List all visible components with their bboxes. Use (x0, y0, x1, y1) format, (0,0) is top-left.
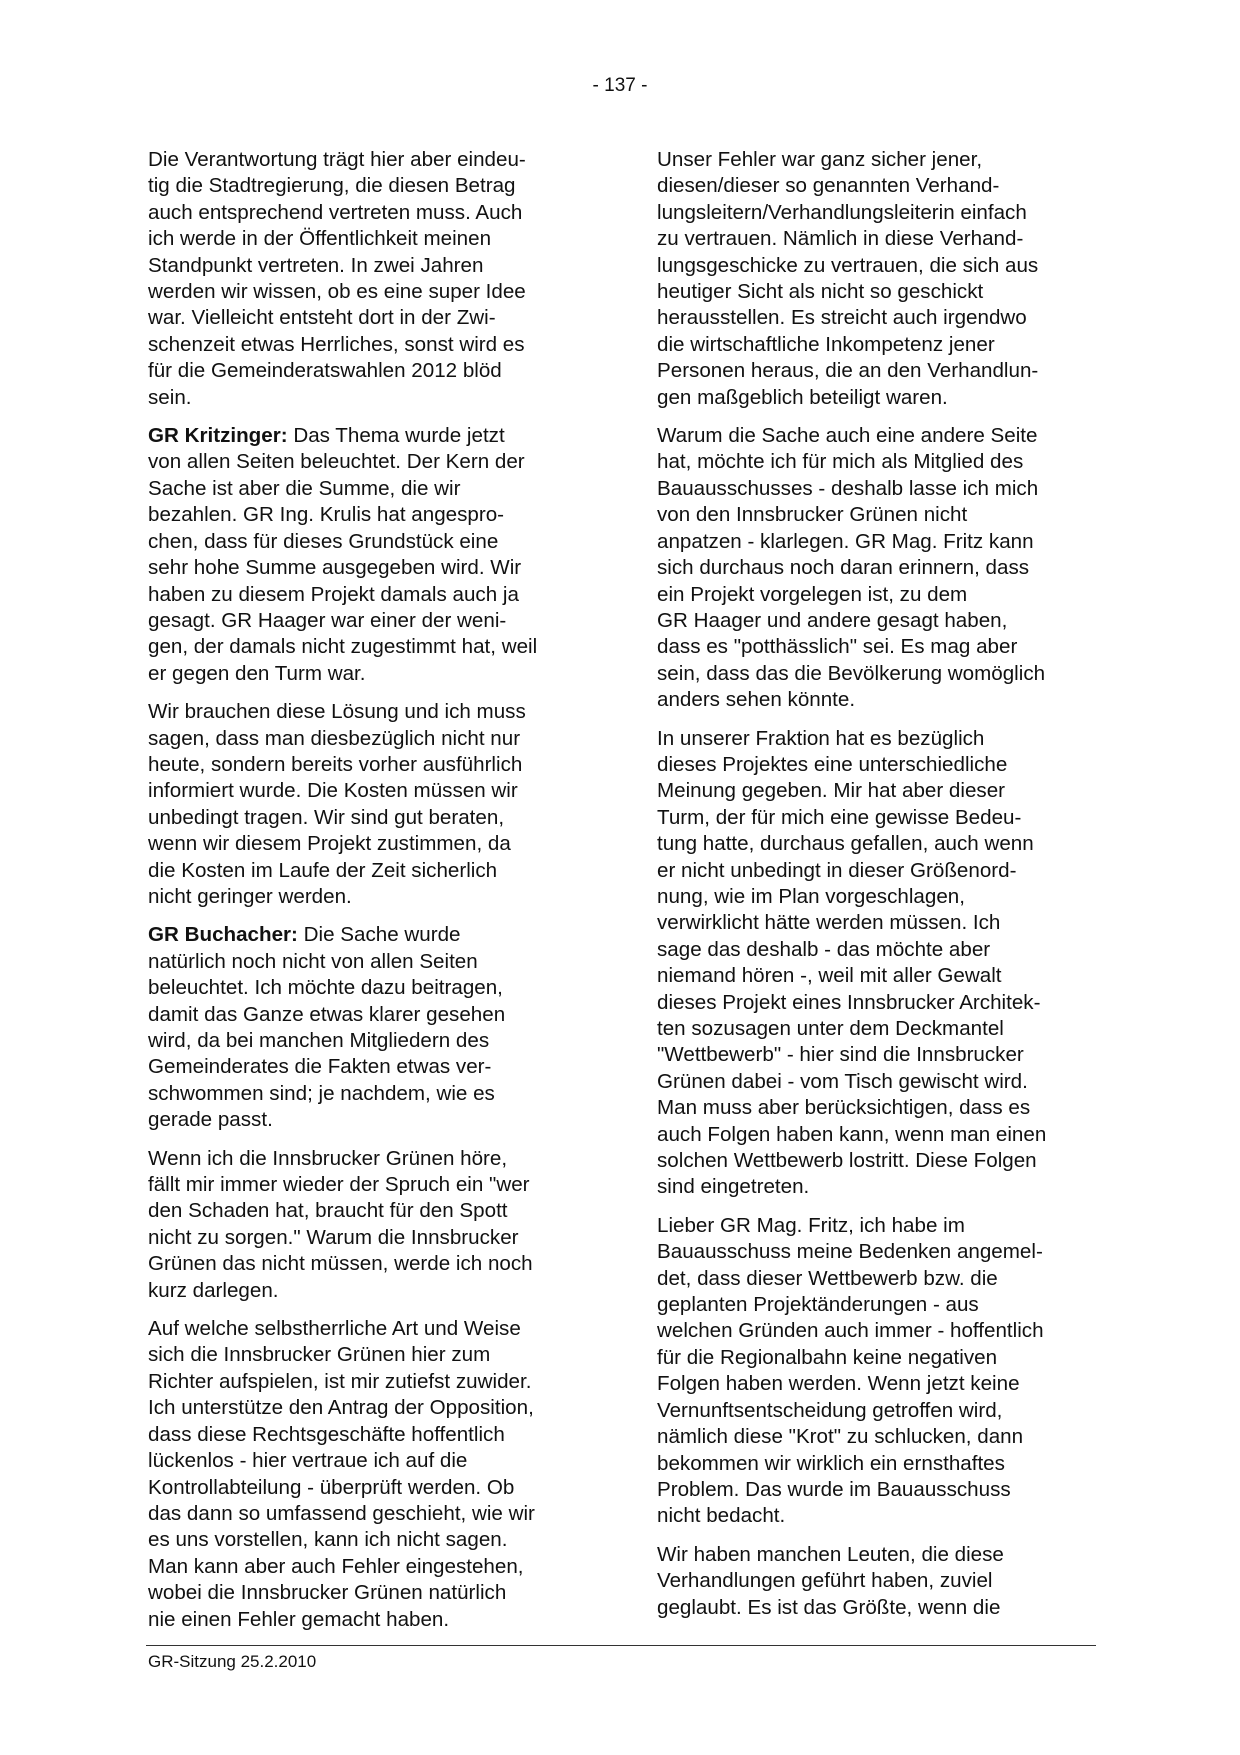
line-text: Die Verantwortung trägt hier aber eindeu- (148, 148, 526, 171)
line-text: GR Haager und andere gesagt haben, (657, 608, 1008, 632)
line-text: "Wettbewerb" - hier sind die Innsbrucker (657, 1043, 1024, 1067)
text-line (657, 1503, 1102, 1529)
text-line (148, 358, 593, 384)
text-line (657, 1239, 1102, 1265)
line-text: dieses Projekt eines Innsbrucker Architek- (657, 990, 1041, 1014)
text-line (657, 726, 1102, 752)
text-line (148, 831, 593, 857)
text-line (148, 449, 593, 475)
text-line (657, 1451, 1102, 1477)
text-line (148, 805, 593, 831)
line-text: sage das deshalb - das möchte aber (657, 937, 991, 961)
text-line (657, 1292, 1102, 1318)
line-text: hat, möchte ich für mich als Mitglied des (657, 450, 1024, 474)
left-column (148, 147, 593, 1645)
text-line (148, 173, 593, 199)
text-line (657, 449, 1102, 475)
line-text: zu vertrauen. Nämlich in diese Verhand- (657, 227, 1024, 251)
line-text: Wenn ich die Innsbrucker Grünen höre, (148, 1146, 508, 1170)
text-line (657, 937, 1102, 963)
line-text: Vernunftsentscheidung getroffen wird, (657, 1398, 1003, 1422)
line-text: gen maßgeblich beteiligt waren. (657, 385, 948, 409)
paragraph (148, 147, 593, 411)
footer-session-date: GR-Sitzung 25.2.2010 (148, 1652, 317, 1671)
text-line (657, 752, 1102, 778)
line-text: dass es "potthässlich" sei. Es mag aber (657, 635, 1018, 659)
line-text: gerade passt. (148, 1108, 273, 1132)
line-text: tung hatte, durchaus gefallen, auch wenn (657, 832, 1034, 856)
text-line (148, 1081, 593, 1107)
line-text: Man muss aber berücksichtigen, dass es (657, 1096, 1031, 1120)
line-text: gesagt. GR Haager war einer der weni- (148, 608, 507, 632)
line-text: Verhandlungen geführt haben, zuviel (657, 1569, 993, 1593)
text-line (657, 634, 1102, 660)
text-line (148, 1198, 593, 1224)
line-text: sagen, dass man diesbezüglich nicht nur (148, 726, 521, 750)
text-line (657, 385, 1102, 411)
line-text: Wir brauchen diese Lösung und ich muss (148, 700, 526, 724)
text-line (148, 1251, 593, 1277)
text-line (148, 555, 593, 581)
paragraph (657, 726, 1102, 1201)
text-line (657, 884, 1102, 910)
line-text: Warum die Sache auch eine andere Seite (657, 424, 1038, 448)
line-text: Personen heraus, die an den Verhandlun- (657, 359, 1039, 383)
line-text: informiert wurde. Die Kosten müssen wir (148, 779, 518, 803)
line-text: auch entsprechend vertreten muss. Auch (148, 200, 523, 224)
text-line (657, 476, 1102, 502)
line-text: nicht geringer werden. (148, 884, 352, 908)
text-line (148, 884, 593, 910)
text-line (657, 1318, 1102, 1344)
line-text: auch Folgen haben kann, wenn man einen (657, 1122, 1047, 1146)
line-text: bekommen wir wirklich ein ernsthaftes (657, 1451, 1005, 1475)
line-text: Bauausschuss meine Bedenken angemel- (657, 1240, 1043, 1264)
line-text: sein, dass das die Bevölkerung womöglich (657, 661, 1046, 685)
text-line (148, 1369, 593, 1395)
text-line (148, 1002, 593, 1028)
line-text: wird, da bei manchen Mitgliedern des (148, 1029, 490, 1052)
line-text: natürlich noch nicht von allen Seiten (148, 949, 478, 973)
line-text: nicht zu sorgen." Warum die Innsbrucker (148, 1225, 519, 1249)
paragraph (657, 1542, 1102, 1621)
text-line (148, 858, 593, 884)
line-text: welchen Gründen auch immer - hoffentlich (657, 1319, 1044, 1343)
text-line (657, 778, 1102, 804)
text-line (148, 1554, 593, 1580)
line-text: ich werde in der Öffentlichkeit meinen (148, 227, 492, 251)
text-line (657, 555, 1102, 581)
line-text: von den Innsbrucker Grünen nicht (657, 503, 968, 527)
line-text: Grünen das nicht müssen, werde ich noch (148, 1252, 533, 1276)
line-text: Ich unterstütze den Antrag der Opposition, (148, 1396, 534, 1420)
line-text: In unserer Fraktion hat es bezüglich (657, 726, 985, 750)
text-line (657, 1148, 1102, 1174)
line-text: sind eingetreten. (657, 1175, 810, 1199)
line-text: gen, der damals nicht zugestimmt hat, weil (148, 635, 538, 659)
text-line (148, 975, 593, 1001)
paragraph (148, 1146, 593, 1304)
line-text: sich durchaus noch daran erinnern, dass (657, 556, 1030, 580)
text-line (657, 1542, 1102, 1568)
text-line (148, 949, 593, 975)
line-text: tig die Stadtregierung, die diesen Betrag (148, 174, 516, 198)
text-line (657, 831, 1102, 857)
line-text: Lieber GR Mag. Fritz, ich habe im (657, 1213, 965, 1237)
line-text: werden wir wissen, ob es eine super Idee (148, 280, 526, 304)
text-line (657, 687, 1102, 713)
text-line (657, 358, 1102, 384)
line-text: fällt mir immer wieder der Spruch ein "wer (148, 1173, 530, 1197)
text-line (657, 1042, 1102, 1068)
text-line (148, 778, 593, 804)
text-line (148, 608, 593, 634)
text-line (657, 502, 1102, 528)
text-line (148, 752, 593, 778)
line-text: nämlich diese "Krot" zu schlucken, dann (657, 1425, 1024, 1449)
line-text: nie einen Fehler gemacht haben. (148, 1607, 450, 1631)
line-text: bezahlen. GR Ing. Krulis hat angespro- (148, 503, 505, 527)
line-text: det, dass dieser Wettbewerb bzw. die (657, 1266, 998, 1290)
line-text: anpatzen - klarlegen. GR Mag. Fritz kann (657, 529, 1034, 553)
text-line (657, 1213, 1102, 1239)
line-text: sehr hohe Summe ausgegeben wird. Wir (148, 556, 522, 580)
text-line (148, 1580, 593, 1606)
line-text: Man kann aber auch Fehler eingestehen, (148, 1554, 524, 1578)
text-line (148, 661, 593, 687)
text-line (148, 922, 593, 948)
text-line (657, 423, 1102, 449)
line-text: dass diese Rechtsgeschäfte hoffentlich (148, 1422, 505, 1446)
text-line (657, 1122, 1102, 1148)
text-line (657, 661, 1102, 687)
text-line (148, 699, 593, 725)
text-line (148, 1146, 593, 1172)
line-text: Sache ist aber die Summe, die wir (148, 476, 461, 500)
text-line (657, 608, 1102, 634)
text-line (657, 990, 1102, 1016)
text-line (148, 1527, 593, 1553)
line-text: Auf welche selbstherrliche Art und Weise (148, 1317, 521, 1341)
text-line (148, 1607, 593, 1633)
text-line (148, 305, 593, 331)
paragraph (148, 1316, 593, 1633)
line-text: wenn wir diesem Projekt zustimmen, da (148, 832, 511, 856)
line-text: dieses Projektes eine unterschiedliche (657, 752, 1008, 776)
paragraph (657, 147, 1102, 411)
text-line (148, 385, 593, 411)
line-text: solchen Wettbewerb lostritt. Diese Folgen (657, 1149, 1037, 1173)
text-line (657, 910, 1102, 936)
text-line (148, 1172, 593, 1198)
text-line (657, 1477, 1102, 1503)
text-line (657, 226, 1102, 252)
text-line (148, 1316, 593, 1342)
line-text: lungsgeschicke zu vertrauen, die sich aus (657, 253, 1039, 277)
text-line (657, 173, 1102, 199)
line-text: Standpunkt vertreten. In zwei Jahren (148, 253, 484, 277)
paragraph (657, 423, 1102, 713)
line-text: es uns vorstellen, kann ich nicht sagen. (148, 1528, 508, 1552)
text-line (148, 726, 593, 752)
footer-divider (146, 1645, 1096, 1646)
line-text: ein Projekt vorgelegen ist, zu dem (657, 582, 968, 606)
text-line (657, 147, 1102, 173)
line-text: diesen/dieser so genannten Verhand- (657, 174, 1000, 198)
text-line (148, 1422, 593, 1448)
text-line (148, 529, 593, 555)
text-line (148, 1107, 593, 1133)
line-text: lückenlos - hier vertraue ich auf die (148, 1449, 468, 1473)
line-text: Turm, der für mich eine gewisse Bedeu- (657, 805, 1022, 829)
line-text: Bauausschusses - deshalb lasse ich mich (657, 476, 1039, 500)
text-line (148, 279, 593, 305)
paragraph (148, 699, 593, 910)
line-text: Grünen dabei - vom Tisch gewischt wird. (657, 1069, 1028, 1093)
text-line (148, 502, 593, 528)
text-line (148, 1395, 593, 1421)
line-text: er nicht unbedingt in dieser Größenord- (657, 858, 1017, 882)
text-line (657, 858, 1102, 884)
line-text: beleuchtet. Ich möchte dazu beitragen, (148, 976, 503, 1000)
text-line (657, 305, 1102, 331)
line-text: unbedingt tragen. Wir sind gut beraten, (148, 805, 505, 829)
line-text: geglaubt. Es ist das Größte, wenn die (657, 1595, 1001, 1619)
text-line (657, 529, 1102, 555)
line-text: Das Thema wurde jetzt (287, 424, 505, 448)
line-text: Die Sache wurde (297, 923, 461, 947)
text-line (148, 1501, 593, 1527)
line-text: herausstellen. Es streicht auch irgendwo (657, 306, 1027, 330)
line-text: damit das Ganze etwas klarer gesehen (148, 1002, 506, 1026)
text-line (657, 1568, 1102, 1594)
text-line (657, 1595, 1102, 1621)
line-text: lungsleitern/Verhandlungsleiterin einfach (657, 200, 1027, 224)
text-line (148, 634, 593, 660)
speaker-name: GR Kritzinger: (148, 424, 288, 448)
line-text: von allen Seiten beleuchtet. Der Kern der (148, 450, 525, 474)
text-line (148, 226, 593, 252)
text-line (148, 1225, 593, 1251)
line-text: kurz darlegen. (148, 1278, 279, 1302)
line-text: nicht bedacht. (657, 1504, 786, 1528)
line-text: nung, wie im Plan vorgeschlagen, (657, 884, 965, 908)
text-line (148, 1278, 593, 1304)
line-text: Unser Fehler war ganz sicher jener, (657, 148, 983, 171)
text-line (657, 582, 1102, 608)
text-line (657, 279, 1102, 305)
line-text: wobei die Innsbrucker Grünen natürlich (148, 1581, 507, 1605)
paragraph (148, 423, 593, 687)
text-line (148, 1448, 593, 1474)
text-line (148, 1028, 593, 1054)
line-text: Kontrollabteilung - überprüft werden. Ob (148, 1475, 515, 1499)
line-text: Meinung gegeben. Mir hat aber dieser (657, 779, 1006, 803)
line-text: Problem. Das wurde im Bauausschuss (657, 1477, 1011, 1501)
line-text: den Schaden hat, braucht für den Spott (148, 1199, 508, 1223)
text-line (657, 200, 1102, 226)
text-line (148, 476, 593, 502)
line-text: schenzeit etwas Herrliches, sonst wird es (148, 332, 525, 356)
line-text: niemand hören -, weil mit aller Gewalt (657, 964, 1002, 988)
text-line (148, 423, 593, 449)
paragraph (657, 1213, 1102, 1530)
line-text: sein. (148, 385, 192, 409)
line-text: er gegen den Turm war. (148, 661, 366, 685)
right-column (657, 147, 1102, 1633)
text-line (657, 1266, 1102, 1292)
text-line (657, 805, 1102, 831)
speaker-name: GR Buchacher: (148, 923, 298, 947)
text-line (148, 1475, 593, 1501)
text-line (148, 1054, 593, 1080)
text-line (657, 1069, 1102, 1095)
text-line (148, 332, 593, 358)
line-text: verwirklicht hätte werden müssen. Ich (657, 911, 1001, 935)
text-line (148, 253, 593, 279)
line-text: die wirtschaftliche Inkompetenz jener (657, 332, 995, 356)
text-line (657, 332, 1102, 358)
text-line (148, 200, 593, 226)
line-text: war. Vielleicht entsteht dort in der Zwi- (148, 306, 496, 330)
text-line (657, 1345, 1102, 1371)
text-line (148, 147, 593, 173)
line-text: geplanten Projektänderungen - aus (657, 1293, 979, 1317)
line-text: das dann so umfassend geschieht, wie wir (148, 1501, 535, 1525)
text-line (148, 1342, 593, 1368)
line-text: ten sozusagen unter dem Deckmantel (657, 1017, 1004, 1040)
line-text: sich die Innsbrucker Grünen hier zum (148, 1343, 491, 1367)
line-text: schwommen sind; je nachdem, wie es (148, 1081, 495, 1105)
page-number: - 137 - (592, 75, 648, 96)
paragraph (148, 922, 593, 1133)
line-text: anders sehen könnte. (657, 688, 856, 712)
line-text: die Kosten im Laufe der Zeit sicherlich (148, 858, 498, 882)
line-text: heute, sondern bereits vorher ausführlich (148, 752, 523, 776)
text-line (657, 253, 1102, 279)
line-text: Richter aufspielen, ist mir zutiefst zuwider. (148, 1369, 532, 1393)
line-text: heutiger Sicht als nicht so geschickt (657, 280, 984, 304)
line-text: Folgen haben werden. Wenn jetzt keine (657, 1372, 1020, 1396)
text-line (657, 963, 1102, 989)
text-line (657, 1016, 1102, 1042)
line-text: Gemeinderates die Fakten etwas ver- (148, 1055, 492, 1079)
text-line (657, 1174, 1102, 1200)
line-text: haben zu diesem Projekt damals auch ja (148, 582, 519, 606)
line-text: Wir haben manchen Leuten, die diese (657, 1542, 1004, 1566)
text-line (657, 1398, 1102, 1424)
line-text: für die Gemeinderatswahlen 2012 blöd (148, 359, 502, 383)
text-line (657, 1095, 1102, 1121)
line-text: für die Regionalbahn keine negativen (657, 1345, 998, 1369)
text-line (657, 1371, 1102, 1397)
line-text: chen, dass für dieses Grundstück eine (148, 529, 499, 553)
text-line (148, 582, 593, 608)
text-line (657, 1424, 1102, 1450)
